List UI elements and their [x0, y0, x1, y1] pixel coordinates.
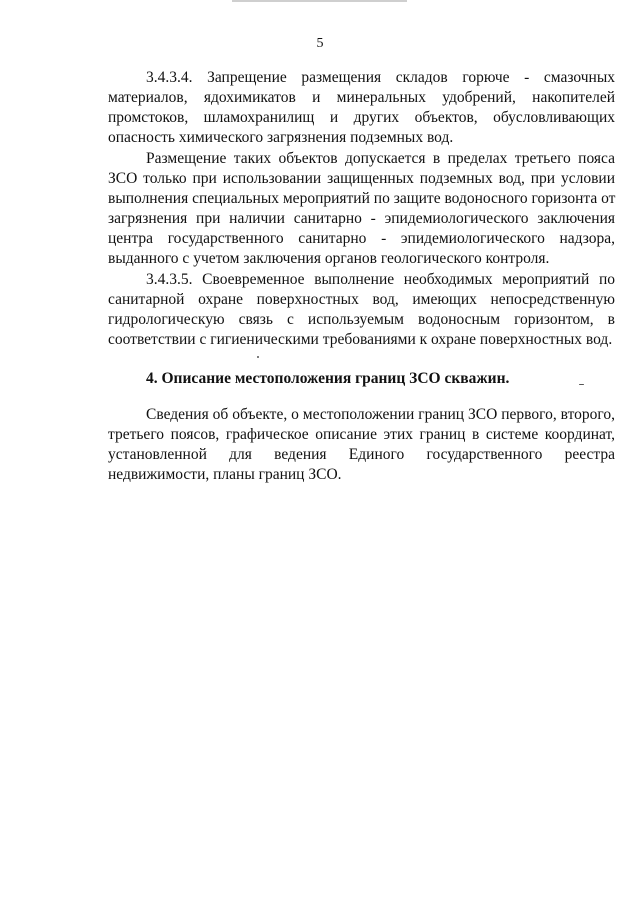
scan-speck — [257, 356, 259, 358]
paragraph-1-line-4: опасность химического загрязнения подземных вод. — [108, 129, 454, 146]
section-line-3: установленной для ведения Единого государственного реестра — [108, 446, 615, 463]
paragraph-2-line-4: загрязнения при наличии санитарно - эпидемиологического заключения — [108, 210, 615, 227]
paragraph-2-line-3: выполнения специальных мероприятий по защите водоносного горизонта от — [108, 190, 616, 207]
paragraph-2-line-2: ЗСО только при использовании защищенных подземных вод, при условии — [108, 170, 615, 187]
section-line-1: Сведения об объекте, о местоположении границ ЗСО первого, второго, — [146, 406, 615, 423]
paragraph-2-line-5: центра государственного санитарно - эпидемиологического надзора, — [108, 230, 615, 247]
paragraph-1-line-3: промстоков, шламохранилищ и других объектов, обусловливающих — [108, 109, 615, 126]
scan-speck — [579, 384, 584, 385]
section-heading: 4. Описание местоположения границ ЗСО скважин. — [146, 370, 510, 387]
section-line-2: третьего поясов, графическое описание этих границ в системе координат, — [108, 426, 615, 443]
page-number: 5 — [316, 36, 324, 51]
paragraph-1-line-2: материалов, ядохимикатов и минеральных удобрений, накопителей — [108, 89, 615, 106]
paragraph-2-line-6: выданного с учетом заключения органов геологического контроля. — [108, 250, 550, 267]
paragraph-2-line-1: Размещение таких объектов допускается в пределах третьего пояса — [146, 150, 615, 167]
paragraph-3-line-2: санитарной охране поверхностных вод, имеющих непосредственную — [108, 291, 615, 308]
paragraph-1-line-1: 3.4.3.4. Запрещение размещения складов горюче - смазочных — [146, 69, 615, 86]
paragraph-3-line-1: 3.4.3.5. Своевременное выполнение необходимых мероприятий по — [146, 271, 615, 288]
paragraph-3-line-3: гидрологическую связь с используемым водоносным горизонтом, в — [108, 311, 615, 328]
section-line-4: недвижимости, планы границ ЗСО. — [108, 466, 342, 483]
paragraph-3-line-4: соответствии с гигиеническими требованиями к охране поверхностных вод. — [108, 331, 613, 348]
scan-edge-line — [232, 0, 407, 2]
